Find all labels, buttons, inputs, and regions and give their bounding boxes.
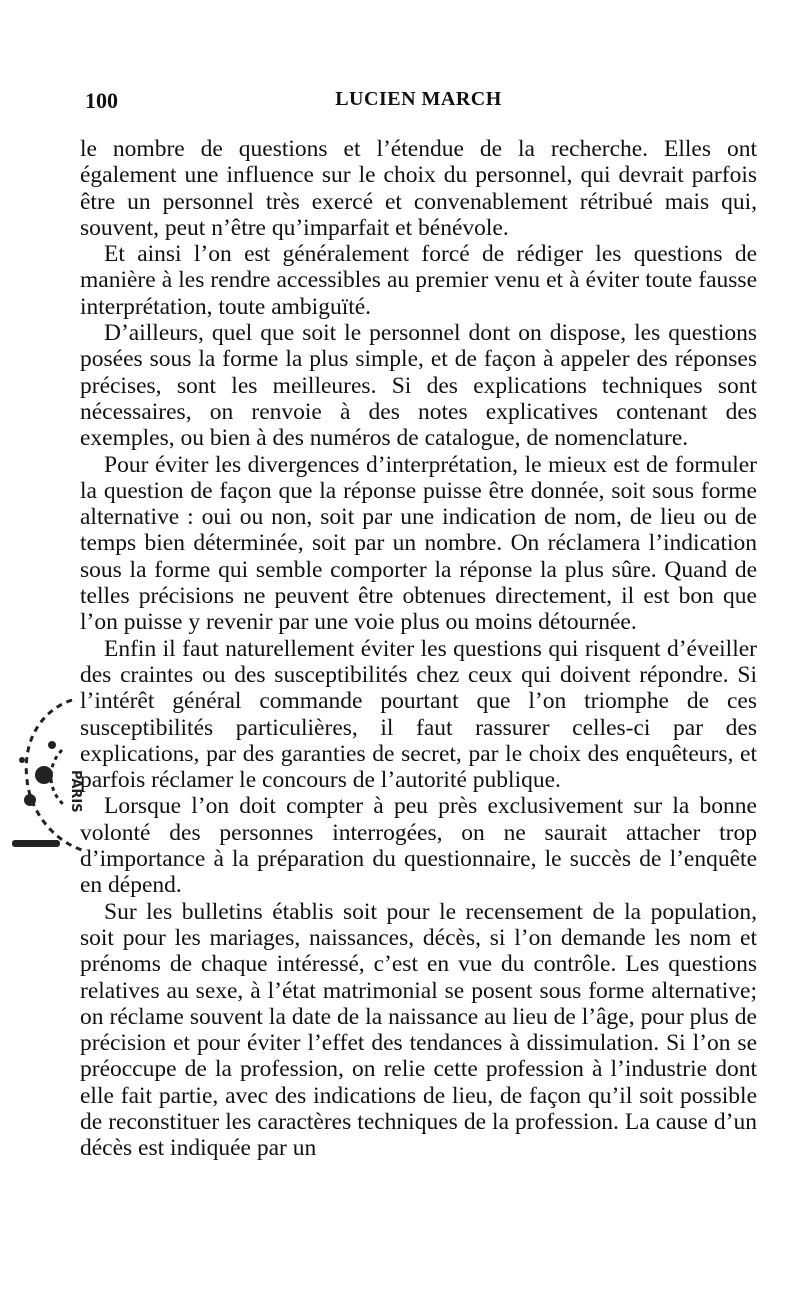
paragraph-3: D’ailleurs, quel que soit le personnel dont on dispose, les questions posées sous la forme la plus simple, et de façon à appeler des réponses précises, sont les meilleures. Si des explications techniques sont nécessaires, on renvoie à des notes explicatives contenant des exemples, ou bien à des numéros de catalogue, de nomenclature. — [80, 320, 757, 452]
library-stamp — [2, 690, 102, 865]
running-head: LUCIEN MARCH — [335, 88, 502, 110]
paragraph-2: Et ainsi l’on est généralement forcé de rédiger les questions de manière à les rendre accessibles au premier venu et à éviter toute fausse interprétation, toute ambiguïté. — [80, 241, 757, 320]
paragraph-4: Pour éviter les divergences d’interprétation, le mieux est de formuler la question de façon que la réponse puisse être donnée, soit sous forme alternative : oui ou non, soit par une indication de nom, de lieu ou de temps bien déterminée, soit par un nombre. On réclamera l’indication sous la forme qui semble comporter la réponse la plus sûre. Quand de telles précisions ne peuvent être obtenues directement, il est bon que l’on puisse y revenir par une voie plus ou moins détournée. — [80, 451, 757, 636]
paragraph-1: le nombre de questions et l’étendue de la recherche. Elles ont également une influence sur le choix du personnel, qui devrait parfois être un personnel très exercé et convenablement rétribué mais qui, souvent, peut n’être qu’imparfait et bénévole. — [80, 136, 757, 241]
paragraph-5: Enfin il faut naturellement éviter les questions qui risquent d’éveiller des craintes ou des susceptibilités chez ceux qui doivent répondre. Si l’intérêt général commande pourtant que l’on triomphe de ces susceptibilités particulières, il faut rassurer celles-ci par des explications, par des garanties de secret, par le choix des enquêteurs, et parfois réclamer le concours de l’autorité publique. — [80, 635, 757, 794]
paragraph-7: Sur les bulletins établis soit pour le recensement de la population, soit pour les mariages, naissances, décès, si l’on demande les nom et prénoms de chaque intéressé, c’est en vue du contrôle. Les questions relatives au sexe, à l’état matrimonial se posent sous forme alternative; on réclame souvent la date de la naissance au lieu de l’âge, pour plus de précision et pour éviter l’effet des tendances à dissimulation. Si l’on se préoccupe de la profession, on relie cette profession à l’industrie dont elle fait partie, avec des indications de lieu, de façon qu’il soit possible de reconstituer les caractères techniques de la profession. La cause d’un décès est indiquée par un — [80, 898, 757, 1162]
paragraph-6: Lorsque l’on doit compter à peu près exclusivement sur la bonne volonté des personnes interrogées, on ne saurait attacher trop d’importance à la préparation du questionnaire, le succès de l’enquête en dépend. — [80, 793, 757, 899]
page-number: 100 — [85, 88, 118, 113]
svg-text:PARIS: PARIS — [68, 770, 83, 813]
body-text — [80, 136, 757, 1162]
page-header — [80, 88, 757, 118]
